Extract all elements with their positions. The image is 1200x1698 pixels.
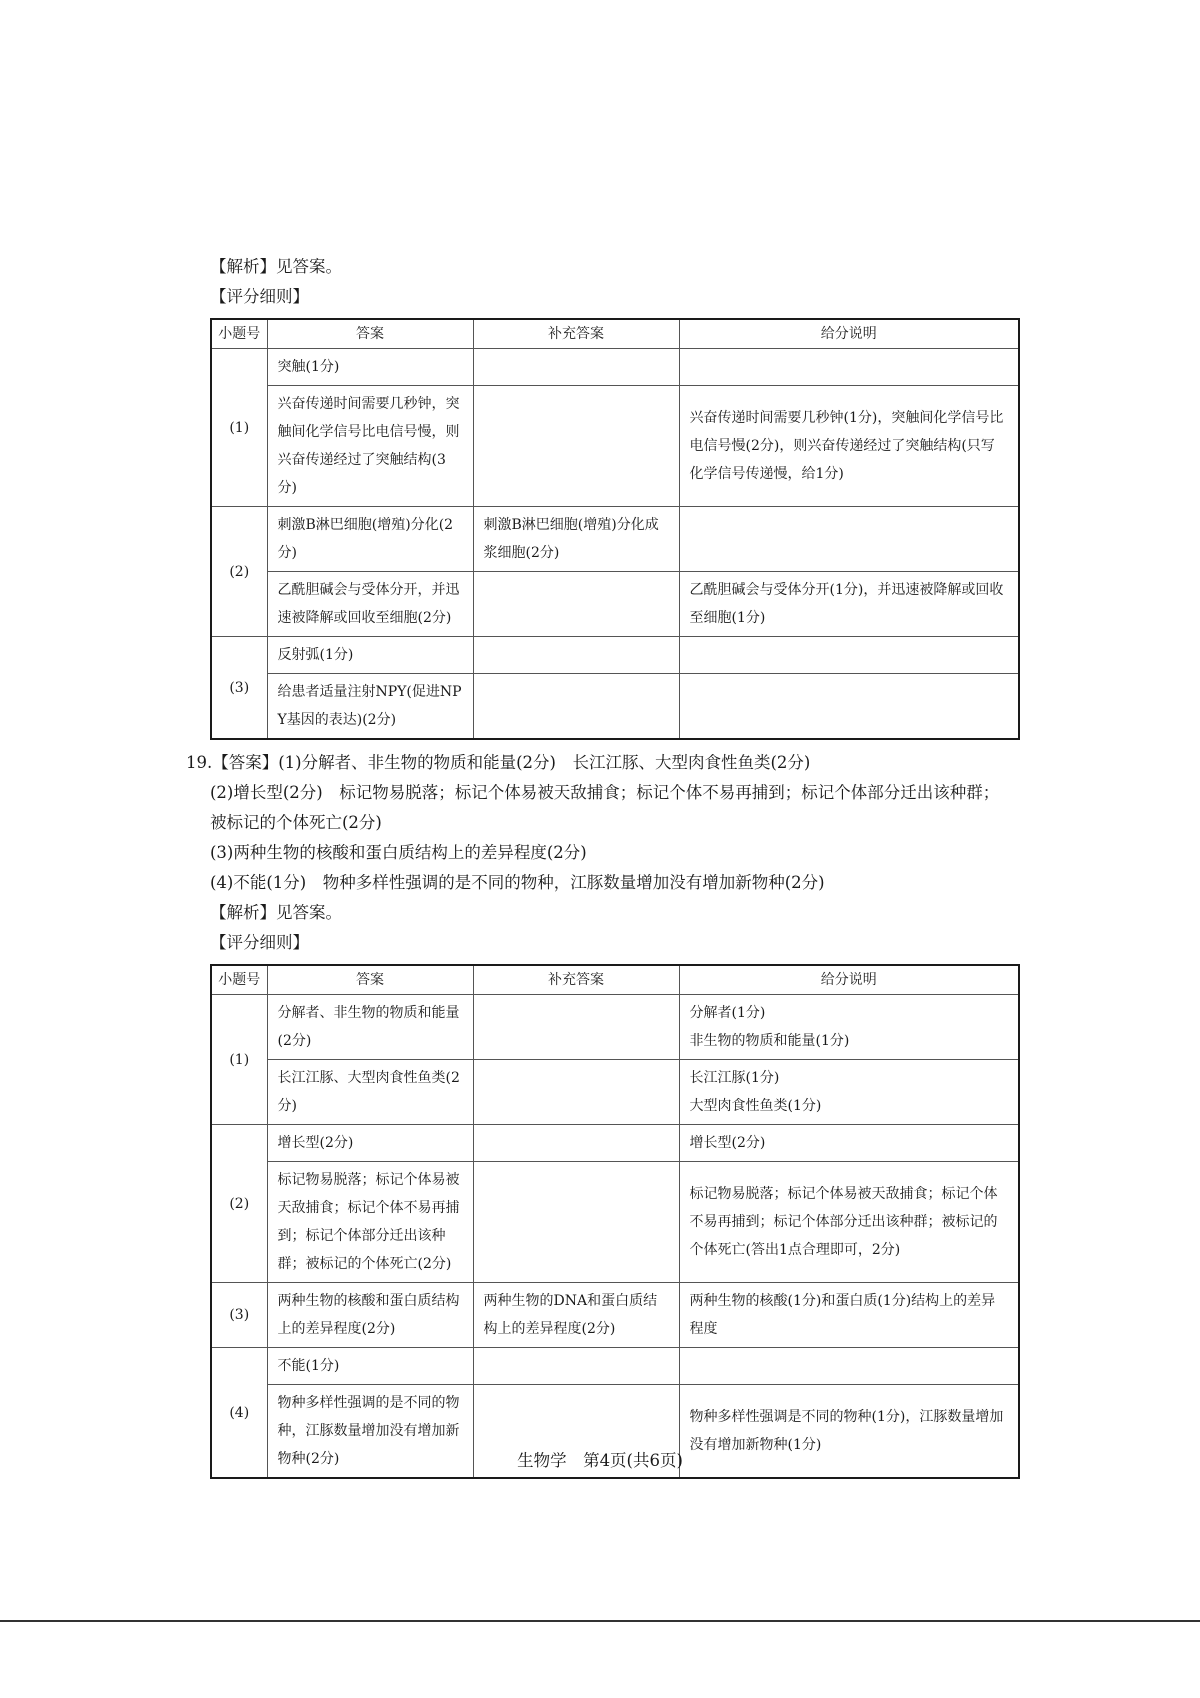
- q19-answer-2-line2: 被标记的个体死亡(2分): [210, 813, 382, 832]
- answer-cell: 乙酰胆碱会与受体分开，并迅速被降解或回收至细胞(2分): [267, 572, 473, 637]
- header-extra: 补充答案: [473, 965, 679, 995]
- table-row: [211, 1348, 1019, 1385]
- rules-title: 【评分细则】: [210, 287, 309, 306]
- table-row: [211, 349, 1019, 386]
- table-row: [211, 995, 1019, 1060]
- extra-cell: [473, 1060, 679, 1125]
- note-cell: 标记物易脱落；标记个体易被天敌捕食；标记个体不易再捕到；标记个体部分迁出该种群；被标记的个体死亡(答出1点合理即可，2分): [679, 1162, 1019, 1283]
- scoring-table-q18: [210, 318, 1020, 740]
- answer-cell: 增长型(2分): [267, 1125, 473, 1162]
- header-sub: 小题号: [211, 965, 267, 995]
- extra-cell: [473, 349, 679, 386]
- header-sub: 小题号: [211, 319, 267, 349]
- sub-number: (4): [211, 1348, 267, 1479]
- table-header-row: [211, 319, 1019, 349]
- sub-number: (1): [211, 995, 267, 1125]
- table-row: [211, 637, 1019, 674]
- extra-cell: [473, 1348, 679, 1385]
- answer-cell: 不能(1分): [267, 1348, 473, 1385]
- note-cell: [679, 1060, 1019, 1125]
- extra-cell: [473, 674, 679, 740]
- note-cell: [679, 1348, 1019, 1385]
- note-cell: [679, 637, 1019, 674]
- header-answer: 答案: [267, 319, 473, 349]
- note-line: 大型肉食性鱼类(1分): [689, 1098, 822, 1114]
- note-cell: 增长型(2分): [679, 1125, 1019, 1162]
- analysis-line: 【解析】见答案。: [210, 903, 342, 922]
- q19-answer-2-line1: (2)增长型(2分) 标记物易脱落；标记个体易被天敌捕食；标记个体不易再捕到；标记个体部分迁出该种群；: [210, 783, 1000, 802]
- extra-cell: [473, 995, 679, 1060]
- answer-cell: 两种生物的核酸和蛋白质结构上的差异程度(2分): [267, 1283, 473, 1348]
- header-extra: 补充答案: [473, 319, 679, 349]
- note-cell: 两种生物的核酸(1分)和蛋白质(1分)结构上的差异程度: [679, 1283, 1019, 1348]
- note-cell: [679, 995, 1019, 1060]
- q19-answer-4: (4)不能(1分) 物种多样性强调的是不同的物种，江豚数量增加没有增加新物种(2分): [210, 873, 825, 892]
- extra-cell: 两种生物的DNA和蛋白质结构上的差异程度(2分): [473, 1283, 679, 1348]
- table-header-row: [211, 965, 1019, 995]
- sub-number: (3): [211, 1283, 267, 1348]
- rules-title: 【评分细则】: [210, 933, 309, 952]
- note-cell: 兴奋传递时间需要几秒钟(1分)，突触间化学信号比电信号慢(2分)，则兴奋传递经过了突触结构(只写化学信号传递慢，给1分): [679, 386, 1019, 507]
- note-cell: [679, 507, 1019, 572]
- answer-cell: 物种多样性强调的是不同的物种，江豚数量增加没有增加新物种(2分): [267, 1385, 473, 1479]
- note-line: 分解者(1分): [689, 1005, 766, 1021]
- analysis-line: 【解析】见答案。: [210, 257, 342, 276]
- extra-cell: [473, 1125, 679, 1162]
- note-line: 长江江豚(1分): [689, 1070, 780, 1086]
- table-row: [211, 1060, 1019, 1125]
- answer-cell: 兴奋传递时间需要几秒钟，突触间化学信号比电信号慢，则兴奋传递经过了突触结构(3分): [267, 386, 473, 507]
- page-footer: 生物学 第4页(共6页): [517, 1451, 683, 1470]
- bottom-divider: [0, 1620, 1200, 1622]
- sub-number: (3): [211, 637, 267, 740]
- table-row: [211, 674, 1019, 740]
- table-row: [211, 1125, 1019, 1162]
- header-answer: 答案: [267, 965, 473, 995]
- table-row: [211, 572, 1019, 637]
- extra-cell: [473, 572, 679, 637]
- header-note: 给分说明: [679, 319, 1019, 349]
- header-note: 给分说明: [679, 965, 1019, 995]
- page-content: [186, 252, 1018, 1487]
- note-cell: [679, 674, 1019, 740]
- note-cell: 乙酰胆碱会与受体分开(1分)，并迅速被降解或回收至细胞(1分): [679, 572, 1019, 637]
- table-row: [211, 507, 1019, 572]
- q19-answer-head: 19.【答案】(1)分解者、非生物的物质和能量(2分) 长江江豚、大型肉食性鱼类(2分): [186, 753, 811, 772]
- extra-cell: [473, 637, 679, 674]
- sub-number: (2): [211, 1125, 267, 1283]
- scoring-table-q19: [210, 964, 1020, 1479]
- table-row: [211, 1162, 1019, 1283]
- sub-number: (2): [211, 507, 267, 637]
- note-cell: [679, 349, 1019, 386]
- answer-cell: 反射弧(1分): [267, 637, 473, 674]
- note-line: 非生物的物质和能量(1分): [689, 1033, 850, 1049]
- answer-cell: 长江江豚、大型肉食性鱼类(2分): [267, 1060, 473, 1125]
- answer-cell: 给患者适量注射NPY(促进NPY基因的表达)(2分): [267, 674, 473, 740]
- q19-answer-3: (3)两种生物的核酸和蛋白质结构上的差异程度(2分): [210, 843, 587, 862]
- sub-number: (1): [211, 349, 267, 507]
- answer-cell: 分解者、非生物的物质和能量(2分): [267, 995, 473, 1060]
- extra-cell: [473, 1162, 679, 1283]
- answer-cell: 突触(1分): [267, 349, 473, 386]
- table-row: [211, 386, 1019, 507]
- answer-cell: 标记物易脱落；标记个体易被天敌捕食；标记个体不易再捕到；标记个体部分迁出该种群；被标记的个体死亡(2分): [267, 1162, 473, 1283]
- extra-cell: [473, 386, 679, 507]
- extra-cell: 刺激B淋巴细胞(增殖)分化成浆细胞(2分): [473, 507, 679, 572]
- note-cell: 物种多样性强调是不同的物种(1分)，江豚数量增加没有增加新物种(1分): [679, 1385, 1019, 1479]
- table-row: [211, 1283, 1019, 1348]
- answer-cell: 刺激B淋巴细胞(增殖)分化(2分): [267, 507, 473, 572]
